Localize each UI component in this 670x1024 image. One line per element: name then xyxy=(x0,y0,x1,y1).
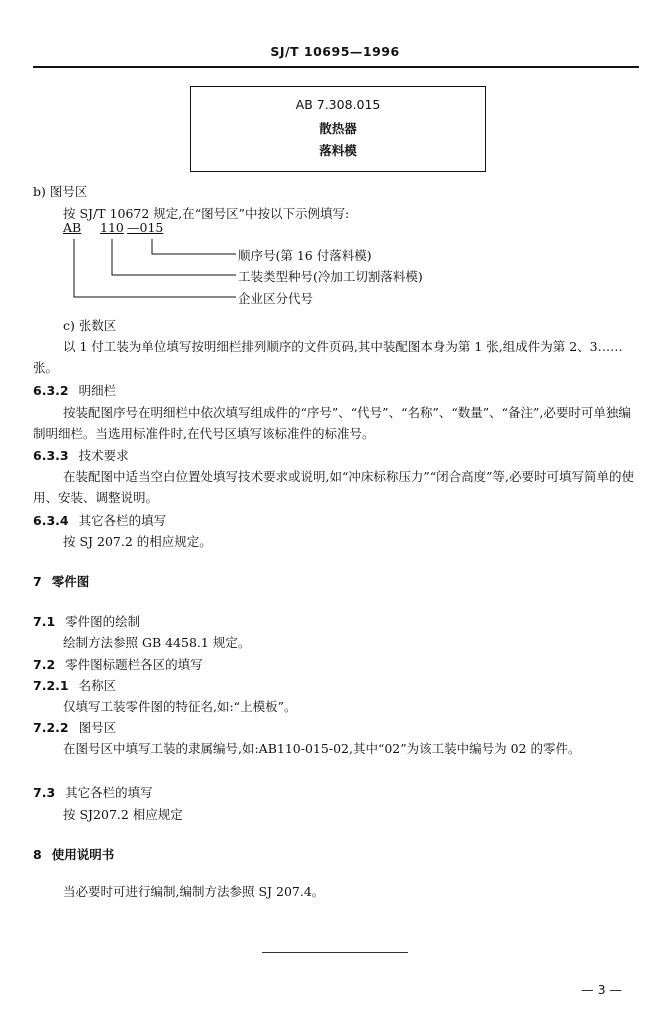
heading-6-3-2: 6.3.2 明细栏 xyxy=(33,383,117,398)
text-7-2-2: 在图号区中填写工装的隶属编号,如:AB110-015-02,其中“02”为该工装中编号为 02 的零件。 xyxy=(63,741,581,756)
drawing-number-example-box xyxy=(190,86,486,172)
callout-sequence-number: 顺序号(第 16 付落料模) xyxy=(238,248,372,263)
page-number: — 3 — xyxy=(581,982,622,997)
example-box-code: AB 7.308.015 xyxy=(295,97,381,112)
text-7-1: 绘制方法参照 GB 4458.1 规定。 xyxy=(63,635,251,650)
page-header-standard-number: SJ/T 10695—1996 xyxy=(270,44,400,59)
header-rule xyxy=(33,66,639,68)
code-breakdown-diagram xyxy=(60,220,580,310)
example-box-name-line2: 落料模 xyxy=(319,143,357,158)
footer-rule xyxy=(262,952,408,953)
section-b-text: 按 SJ/T 10672 规定,在“图号区”中按以下示例填写: xyxy=(63,206,350,221)
text-7-3: 按 SJ207.2 相应规定 xyxy=(63,807,183,822)
heading-7-2-1: 7.2.1 名称区 xyxy=(33,678,117,693)
code-part-110: 110 xyxy=(100,220,124,235)
text-6-3-3: 在装配图中适当空白位置处填写技术要求或说明,如“冲床标称压力”“闭合高度”等,必要时可填写简单的使用、安装、调整说明。 xyxy=(33,469,635,505)
section-b-label: b) 图号区 xyxy=(33,184,88,199)
heading-8: 8 使用说明书 xyxy=(33,847,115,862)
heading-7: 7 零件图 xyxy=(33,574,90,589)
text-7-2-1: 仅填写工装零件图的特征名,如:“上模板”。 xyxy=(63,699,297,714)
section-c-text: 以 1 付工装为单位填写按明细栏排列顺序的文件页码,其中装配图本身为第 1 张,组成件为第 2、3……张。 xyxy=(33,339,623,375)
heading-7-2: 7.2 零件图标题栏各区的填写 xyxy=(33,657,203,672)
heading-6-3-3: 6.3.3 技术要求 xyxy=(33,448,129,463)
heading-6-3-4: 6.3.4 其它各栏的填写 xyxy=(33,513,167,528)
code-callout-lines xyxy=(60,220,580,310)
text-6-3-4: 按 SJ 207.2 的相应规定。 xyxy=(63,534,212,549)
text-8: 当必要时可进行编制,编制方法参照 SJ 207.4。 xyxy=(63,884,325,899)
code-part-015: —015 xyxy=(127,220,164,235)
heading-7-2-2: 7.2.2 图号区 xyxy=(33,720,117,735)
heading-7-3: 7.3 其它各栏的填写 xyxy=(33,785,153,800)
callout-tooling-type: 工装类型种号(冷加工切割落料模) xyxy=(238,269,423,284)
example-box-name-line1: 散热器 xyxy=(319,121,357,136)
section-c-label: c) 张数区 xyxy=(63,318,117,333)
text-6-3-2: 按装配图序号在明细栏中依次填写组成件的“序号”、“代号”、“名称”、“数量”、“备注”,必要时可单独编制明细栏。当选用标准件时,在代号区填写该标准件的标准号。 xyxy=(33,405,631,441)
callout-enterprise-code: 企业区分代号 xyxy=(238,291,314,306)
heading-7-1: 7.1 零件图的绘制 xyxy=(33,614,141,629)
code-part-ab: AB xyxy=(63,220,82,235)
